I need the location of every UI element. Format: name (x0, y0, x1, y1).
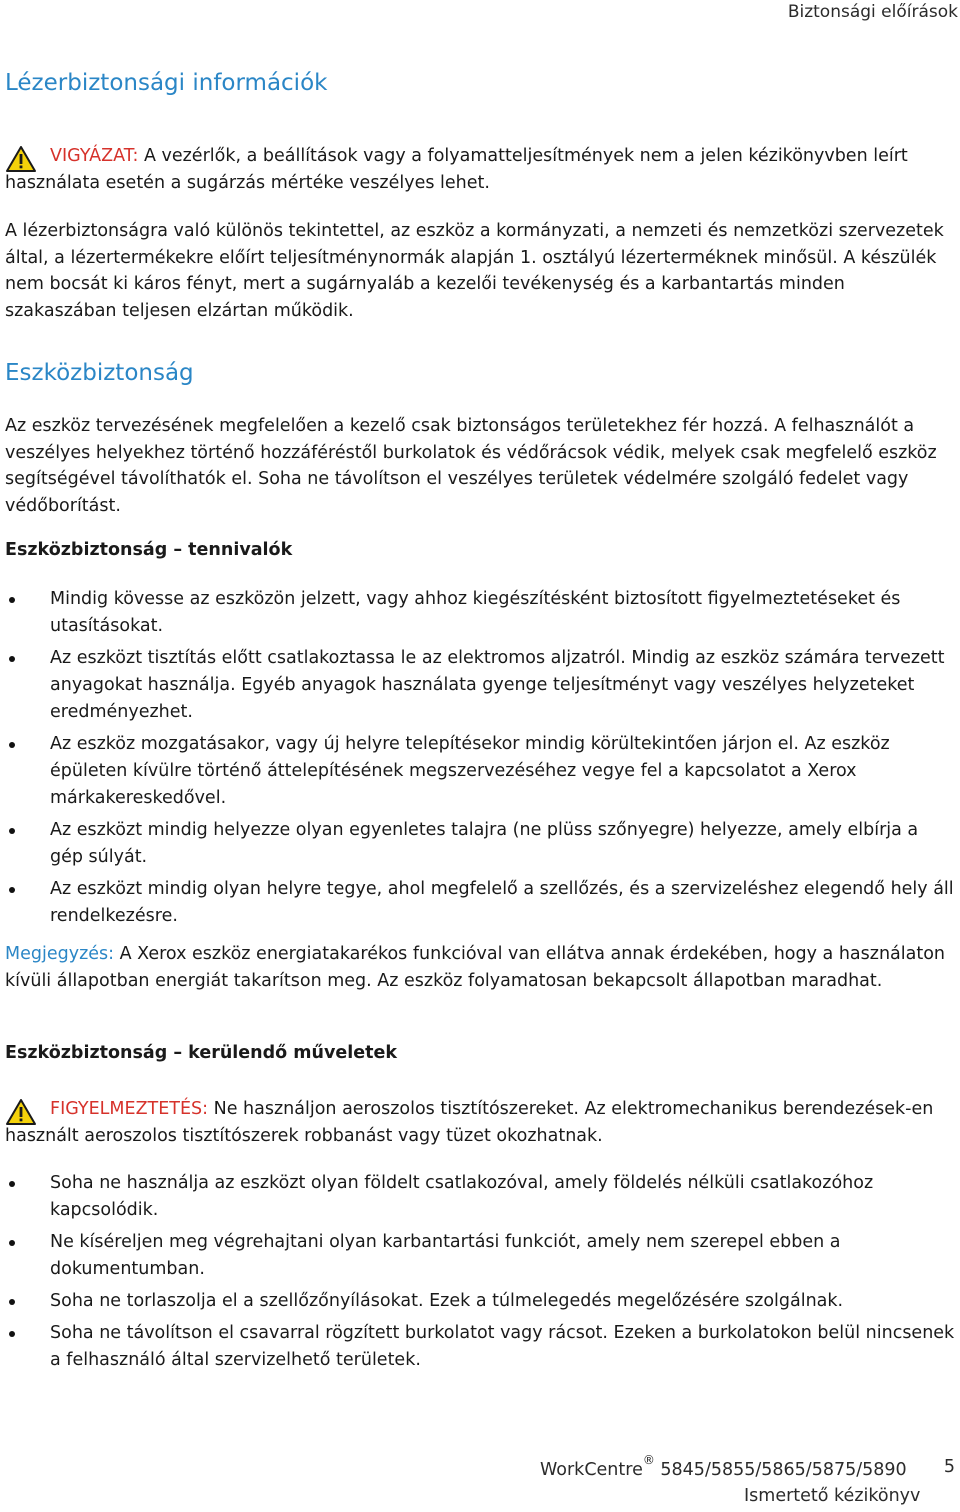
laser-caution (5, 143, 955, 196)
avoid-heading: Eszközbiztonság – kerülendő műveletek (5, 1043, 397, 1063)
bullet-icon (9, 887, 15, 893)
todo-list (0, 586, 955, 935)
bullet-icon (9, 597, 15, 603)
list-item: Soha ne használja az eszközt olyan földelt csatlakozóval, amely földelés nélküli csatlakozóhoz kapcsolódik. (0, 1170, 955, 1224)
list-item: Az eszköz mozgatásakor, vagy új helyre telepítésekor mindig körültekintően járjon el. Az eszköz épületen kívülre történő áttelepítésének megszervezéséhez vegye fel a kapcsolatot a Xerox márkakereskedővel. (0, 731, 955, 812)
laser-paragraph: A lézerbiztonságra való különös tekintettel, az eszköz a kormányzati, a nemzeti és nemzetközi szervezetek által, a lézertermékekre előírt teljesítménynormák alapján 1. osztályú lézerterméknek minősül. A készülék nem bocsát ki káros fényt, mert a sugárnyaláb a kezelői tevékenység és a karbantartás minden szakaszában teljesen elzártan működik. (5, 221, 944, 321)
caution-body: A vezérlők, a beállítások vagy a folyamatteljesítmények nem a jelen kézikönyvben leírt használata esetén a sugárzás mértéke veszélyes lehet. (5, 146, 908, 193)
laser-heading: Lézerbiztonsági információk (5, 70, 328, 96)
registered-mark: ® (642, 1453, 655, 1467)
warning-triangle-icon (5, 1098, 37, 1126)
list-item: Soha ne távolítson el csavarral rögzített burkolatot vagy rácsot. Ezeken a burkolatokon belül nincsenek a felhasználó által szervizelhető területek. (0, 1320, 955, 1374)
note-label: Megjegyzés: (5, 944, 115, 964)
page-number: 5 (943, 1457, 955, 1477)
warning-body: Ne használjon aeroszolos tisztítószereket. Az elektromechanikus berendezések-en használt aeroszolos tisztítószerek robbanást vagy tüzet okozhatnak. (5, 1099, 934, 1146)
warning-triangle-icon (5, 145, 37, 173)
laser-caution-text (5, 143, 955, 196)
avoid-warning (5, 1096, 955, 1149)
list-item: Az eszközt mindig olyan helyre tegye, ahol megfelelő a szellőzés, és a szervizeléshez elegendő hely áll rendelkezésre. (0, 876, 955, 930)
list-item: Az eszközt tisztítás előtt csatlakoztassa le az elektromos aljzatról. Mindig az eszköz számára tervezett anyagokat használja. Egyéb anyagok használata gyenge teljesítményt vagy veszélyes helyzeteket eredményezhet. (0, 645, 955, 726)
bullet-icon (9, 1240, 15, 1246)
avoid-list (0, 1170, 955, 1379)
bullet-icon (9, 656, 15, 662)
bullet-icon (9, 1181, 15, 1187)
note-paragraph (5, 941, 955, 994)
list-item: Az eszközt mindig helyezze olyan egyenletes talajra (ne plüss szőnyegre) helyezze, amely elbírja a gép súlyát. (0, 817, 955, 871)
device-safety-heading: Eszközbiztonság (5, 360, 194, 386)
bullet-icon (9, 1331, 15, 1337)
running-header: Biztonsági előírások (787, 2, 958, 22)
bullet-icon (9, 742, 15, 748)
caution-label: VIGYÁZAT: (50, 146, 139, 166)
bullet-icon (9, 1299, 15, 1305)
todo-heading: Eszközbiztonság – tennivalók (5, 540, 293, 560)
footer-subtitle: Ismertető kézikönyv (744, 1486, 921, 1506)
list-item: Mindig kövesse az eszközön jelzett, vagy ahhoz kiegészítésként biztosított figyelmeztetéseket és utasításokat. (0, 586, 955, 640)
list-item: Ne kíséreljen meg végrehajtani olyan karbantartási funkciót, amely nem szerepel ebben a dokumentumban. (0, 1229, 955, 1283)
avoid-warning-text (5, 1096, 955, 1149)
bullet-icon (9, 828, 15, 834)
list-item: Soha ne torlaszolja el a szellőzőnyílásokat. Ezek a túlmelegedés megelőzésére szolgálnak. (0, 1288, 955, 1315)
warning-label: FIGYELMEZTETÉS: (50, 1099, 209, 1119)
note-body: A Xerox eszköz energiatakarékos funkcióval van ellátva annak érdekében, hogy a használaton kívüli állapotban energiát takarítson meg. Az eszköz folyamatosan bekapcsolt állapotban maradhat. (5, 944, 946, 991)
device-safety-paragraph: Az eszköz tervezésének megfelelően a kezelő csak biztonságos területekhez fér hozzá. A felhasználót a veszélyes helyekhez történő hozzáféréstől burkolatok és védőrácsok védik, melyek csak megfelelő eszköz segítségével távolíthatók el. Soha ne távolítson el veszélyes területek védelmére szolgáló fedelet vagy védőborítást. (5, 416, 937, 516)
footer-product: WorkCentre® 5845/5855/5865/5875/5890 (540, 1453, 907, 1480)
